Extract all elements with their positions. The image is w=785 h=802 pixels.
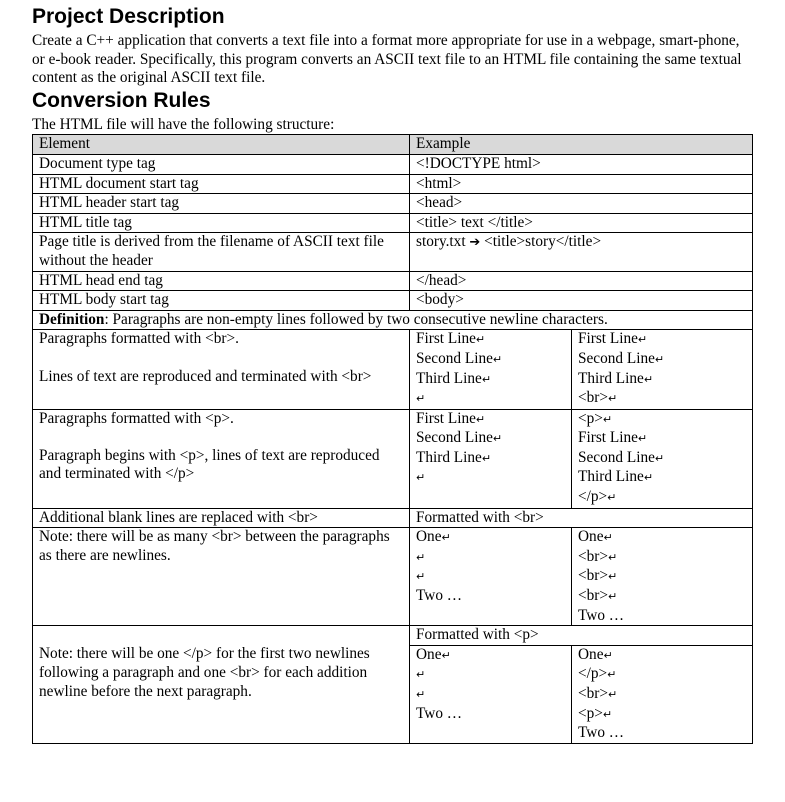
- return-icon: ↵: [654, 451, 665, 465]
- return-icon: ↵: [602, 707, 613, 721]
- return-icon: ↵: [608, 570, 618, 584]
- header-example: Example: [410, 135, 753, 155]
- conversion-rules-table: [32, 134, 753, 743]
- output-line: Third Line: [578, 468, 644, 486]
- br-rule-output: [572, 330, 753, 409]
- blank-rule-format-header: Formatted with <br>: [410, 508, 753, 528]
- blank-rule-description: Additional blank lines are replaced with <br>: [33, 508, 410, 528]
- input-line: One: [416, 645, 442, 663]
- return-icon: ↵: [607, 668, 617, 682]
- return-icon: ↵: [441, 648, 451, 662]
- p-blank-rule-spacer: [33, 626, 410, 646]
- blank-rule-output: [572, 528, 753, 626]
- return-icon: ↵: [416, 668, 426, 682]
- table-row: [33, 154, 753, 174]
- return-icon: ↵: [643, 372, 654, 386]
- return-icon: ↵: [416, 550, 426, 564]
- document-page: [32, 4, 752, 744]
- br-rule-input: [410, 330, 572, 409]
- row-example: <title> text </title>: [410, 213, 753, 233]
- project-description-text: Create a C++ application that converts a text file into a format more appropriate for use in a webpage, smart-phone, or e-book reader. Specifically, this program converts an ASCII text file to an HTML file containing the same textual content as the original ASCII text file.: [32, 32, 742, 87]
- table-row: [33, 194, 753, 214]
- row-example: <body>: [410, 291, 753, 311]
- definition-row: [33, 310, 753, 330]
- blank-rule-note: Note: there will be as many <br> between the paragraphs as there are newlines.: [33, 528, 410, 626]
- return-icon: ↵: [637, 333, 648, 347]
- p-blank-rule-format-header: Formatted with <p>: [410, 626, 753, 646]
- output-line: Second Line: [578, 349, 655, 367]
- output-line: <br>: [578, 547, 608, 565]
- conversion-rules-intro: The HTML file will have the following structure:: [32, 115, 335, 133]
- return-icon: ↵: [416, 570, 426, 584]
- br-rule-desc1: Paragraphs formatted with <br>.: [39, 330, 239, 348]
- output-line: <br>: [578, 685, 608, 702]
- row-element: HTML header start tag: [33, 194, 410, 214]
- br-rule-row: [33, 330, 753, 409]
- table-row: [33, 174, 753, 194]
- return-icon: ↵: [602, 412, 613, 426]
- p-rule-output: [572, 409, 753, 508]
- table-header-row: [33, 135, 753, 155]
- p-rule-input: [410, 409, 572, 508]
- input-line: Two …: [416, 587, 463, 605]
- output-line: <p>: [578, 704, 603, 722]
- output-line: <br>: [578, 389, 608, 407]
- output-line: First Line: [578, 330, 638, 348]
- row-example: </head>: [410, 271, 753, 291]
- return-icon: ↵: [603, 531, 613, 545]
- p-rule-desc1: Paragraphs formatted with <p>.: [39, 409, 234, 427]
- input-line: Third Line: [416, 448, 482, 466]
- return-icon: ↵: [608, 590, 618, 604]
- return-icon: ↵: [416, 471, 426, 485]
- output-line: One: [578, 528, 604, 546]
- table-row: [33, 233, 753, 271]
- p-rule-desc2: Paragraph begins with <p>, lines of text are reproduced and terminated with </p>: [39, 446, 380, 483]
- return-icon: ↵: [608, 550, 618, 564]
- return-icon: ↵: [475, 412, 486, 426]
- row-element: HTML title tag: [33, 213, 410, 233]
- output-line: First Line: [578, 429, 638, 447]
- return-icon: ↵: [475, 333, 486, 347]
- return-icon: ↵: [416, 688, 426, 701]
- definition-cell: [33, 310, 753, 330]
- return-icon: ↵: [603, 648, 613, 662]
- conversion-rules-heading: Conversion Rules: [32, 88, 211, 112]
- header-element: Element: [33, 135, 410, 155]
- return-icon: ↵: [637, 432, 648, 446]
- p-blank-rule-note: Note: there will be one </p> for the first two newlines following a paragraph and one <br> for each addition newline before the next paragraph.: [33, 645, 410, 743]
- return-icon: ↵: [481, 451, 492, 465]
- definition-text: : Paragraphs are non-empty lines followed by two consecutive newline characters.: [104, 310, 608, 328]
- output-line: Two …: [578, 724, 625, 742]
- row-element: Document type tag: [33, 154, 410, 174]
- input-line: One: [416, 528, 442, 546]
- return-icon: ↵: [643, 471, 654, 485]
- output-line: </p>: [578, 665, 608, 683]
- blank-rule-input: [410, 528, 572, 626]
- p-rule-description: [33, 409, 410, 508]
- blank-rule-header-row: [33, 508, 753, 528]
- p-blank-rule-example-row: [33, 645, 753, 743]
- return-icon: ↵: [608, 688, 618, 701]
- p-blank-rule-header-row: [33, 626, 753, 646]
- return-icon: ↵: [492, 352, 503, 366]
- return-icon: ↵: [492, 432, 503, 446]
- output-line: <br>: [578, 567, 608, 585]
- definition-label: Definition: [39, 310, 105, 328]
- output-line: <p>: [578, 409, 603, 427]
- input-line: Two …: [416, 704, 463, 722]
- row-example: <head>: [410, 194, 753, 214]
- row-element: HTML document start tag: [33, 174, 410, 194]
- input-line: Second Line: [416, 349, 493, 367]
- table-row: [33, 271, 753, 291]
- blank-rule-example-row: [33, 528, 753, 626]
- output-line: One: [578, 645, 604, 663]
- return-icon: ↵: [416, 392, 426, 406]
- row-example: <html>: [410, 174, 753, 194]
- example-filename: story.txt: [416, 233, 466, 251]
- output-line: Third Line: [578, 369, 644, 387]
- return-icon: ↵: [441, 531, 451, 545]
- row-element: Page title is derived from the filename of ASCII text file without the header: [33, 233, 410, 271]
- br-rule-desc2: Lines of text are reproduced and terminated with <br>: [39, 367, 372, 385]
- row-example: [410, 233, 753, 271]
- input-line: Third Line: [416, 369, 482, 387]
- table-row: [33, 291, 753, 311]
- input-line: First Line: [416, 330, 476, 348]
- right-arrow-icon: ➔: [469, 235, 481, 251]
- output-line: Two …: [578, 606, 625, 624]
- return-icon: ↵: [654, 352, 665, 366]
- input-line: First Line: [416, 409, 476, 427]
- p-blank-rule-input: [410, 645, 572, 743]
- project-description-heading: Project Description: [32, 5, 225, 28]
- output-line: </p>: [578, 488, 608, 506]
- return-icon: ↵: [608, 392, 618, 406]
- example-title: <title>story</title>: [484, 233, 602, 251]
- table-row: [33, 213, 753, 233]
- input-line: Second Line: [416, 429, 493, 447]
- row-example: <!DOCTYPE html>: [410, 154, 753, 174]
- output-line: Second Line: [578, 448, 655, 466]
- p-rule-row: [33, 409, 753, 508]
- return-icon: ↵: [481, 372, 492, 386]
- br-rule-description: [33, 330, 410, 409]
- row-element: HTML head end tag: [33, 271, 410, 291]
- output-line: <br>: [578, 587, 608, 605]
- p-blank-rule-output: [572, 645, 753, 743]
- return-icon: ↵: [607, 491, 617, 505]
- row-element: HTML body start tag: [33, 291, 410, 311]
